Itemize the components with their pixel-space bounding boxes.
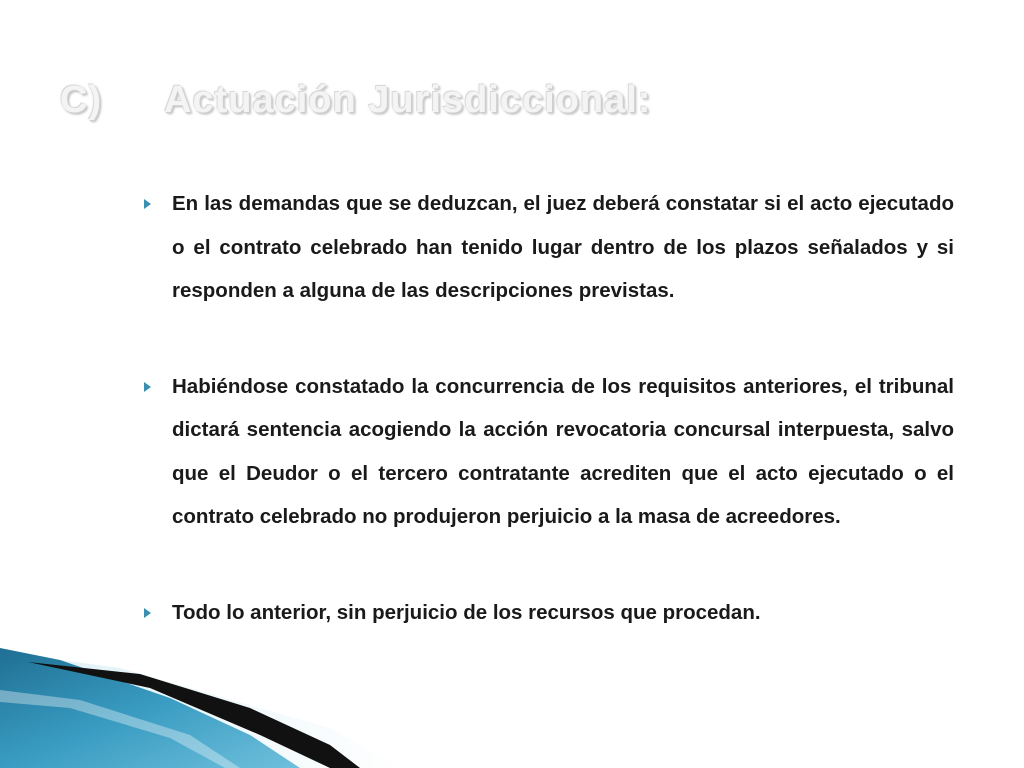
title-text: Actuación Jurisdiccional:	[164, 78, 652, 121]
bullet-text-2: Habiéndose constatado la concurrencia de los requisitos anteriores, el tribunal dictará sentencia acogiendo la acción revocatoria concursal interpuesta, salvo que el Deudor o el tercero contratante acrediten que el acto ejecutado o el contrato celebrado no produjeron perjuicio a la masa de acreedores.	[172, 374, 954, 528]
blue-swoosh	[0, 648, 300, 768]
bullet-item-3	[142, 591, 954, 635]
white-highlight	[0, 690, 240, 768]
triangle-right-icon	[144, 382, 151, 392]
title-section-letter: C)	[60, 78, 103, 121]
bullet-item-1	[142, 182, 954, 313]
bullet-list	[142, 182, 954, 634]
light-blue-band	[0, 652, 400, 768]
black-stripe	[28, 662, 360, 768]
slide-title	[60, 72, 651, 128]
triangle-right-icon	[144, 199, 151, 209]
bullet-item-2	[142, 365, 954, 539]
triangle-right-icon	[144, 608, 151, 618]
bullet-text-3: Todo lo anterior, sin perjuicio de los recursos que procedan.	[172, 600, 761, 624]
bullet-text-1: En las demandas que se deduzcan, el juez deberá constatar si el acto ejecutado o el contrato celebrado han tenido lugar dentro de los plazos señalados y si responden a alguna de las descripciones previstas.	[172, 192, 954, 302]
